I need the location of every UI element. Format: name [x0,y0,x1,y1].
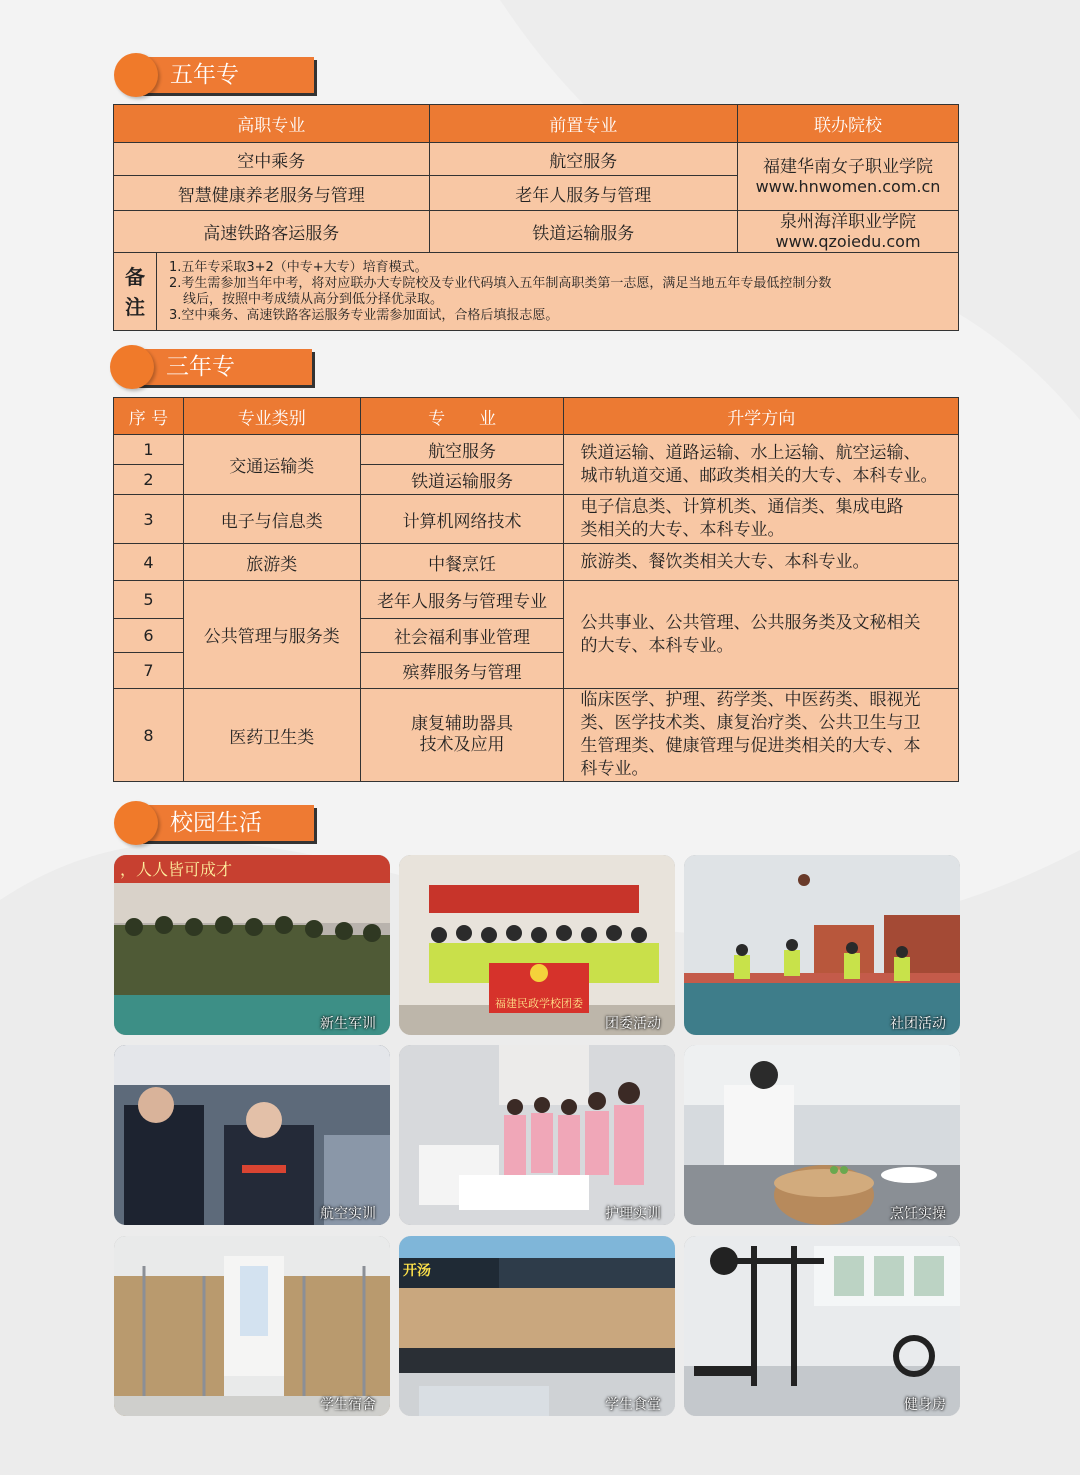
row-number: 8 [114,689,184,782]
pre-major-cell: 航空服务 [429,143,738,176]
direction-line: 生管理类、健康管理与促进类相关的大专、本 [580,736,921,756]
row-number: 7 [114,653,184,689]
major-cell [360,689,564,782]
bullet-circle-icon [114,53,158,97]
photo-banner-text: 开汤 [403,1263,431,1279]
major-cell: 中餐烹饪 [360,544,564,581]
header-direction: 升学方向 [564,398,959,435]
photo-caption: 健身房 [904,1397,946,1413]
direction-line: 类相关的大专、本科专业。 [580,520,785,540]
photo-aviation-training [114,1045,390,1225]
photo-caption: 学生宿舍 [320,1397,376,1413]
section-header-five-year [114,54,294,98]
major-cell: 计算机网络技术 [360,495,564,544]
direction-cell [564,544,959,581]
major-cell: 社会福利事业管理 [360,619,564,653]
vocational-major-cell: 高速铁路客运服务 [114,211,430,253]
school-name: 福建华南女子职业学院 [763,156,934,177]
school-cell [738,143,959,211]
pre-major-cell: 老年人服务与管理 [429,176,738,211]
photo-caption: 团委活动 [605,1016,661,1032]
row-number: 3 [114,495,184,544]
school-cell [738,211,959,253]
section-title: 三年专 [136,349,312,385]
photo-caption: 学生食堂 [605,1397,661,1413]
major-cell: 航空服务 [360,435,564,465]
major-cell: 殡葬服务与管理 [360,653,564,689]
row-number: 1 [114,435,184,465]
note-label-char: 注 [124,294,145,319]
direction-cell [564,495,959,544]
photo-caption: 社团活动 [890,1016,946,1032]
section-title: 五年专 [140,57,314,93]
photo-canteen [399,1236,675,1416]
school-name: 泉州海洋职业学院 [780,211,917,232]
photo-gym [684,1236,960,1416]
category-cell: 公共管理与服务类 [183,581,360,689]
pre-major-cell: 铁道运输服务 [429,211,738,253]
photo-club-activity [684,855,960,1035]
photo-caption: 航空实训 [320,1206,376,1222]
header-vocational-major: 高职专业 [114,105,430,143]
photo-caption: 烹饪实操 [890,1206,946,1222]
direction-line: 城市轨道交通、邮政类相关的大专、本科专业。 [580,465,938,486]
direction-line: 铁道运输、道路运输、水上运输、航空运输、 [580,442,921,463]
note-label-char: 备 [124,264,145,289]
note-line: 2.考生需参加当年中考，将对应联办大专院校及专业代码填入五年制高职类第一志愿，满足当地五年专最低控制分数 [168,275,832,291]
five-year-table [113,104,959,331]
major-cell: 老年人服务与管理专业 [360,581,564,619]
note-label [114,253,157,331]
bullet-circle-icon [114,801,158,845]
header-number: 序 号 [114,398,184,435]
row-number: 2 [114,465,184,495]
direction-cell [564,581,959,689]
note-line: 线后，按照中考成绩从高分到低分择优录取。 [182,291,443,307]
direction-line: 临床医学、护理、药学类、中医药类、眼视光 [580,690,921,710]
note-line: 1.五年专采取3+2（中专+大专）培育模式。 [168,259,428,275]
photo-nursing-training [399,1045,675,1225]
row-number: 6 [114,619,184,653]
school-url: www.qzoiedu.com [775,231,921,251]
three-year-table [113,397,959,782]
note-text [156,253,958,331]
header-pre-major: 前置专业 [429,105,738,143]
category-cell: 交通运输类 [183,435,360,495]
photo-military-training [114,855,390,1035]
header-category: 专业类别 [183,398,360,435]
direction-cell [564,435,959,495]
vocational-major-cell: 智慧健康养老服务与管理 [114,176,430,211]
bullet-circle-icon [110,345,154,389]
direction-line: 的大专、本科专业。 [580,635,734,656]
photo-banner-text: ，人人皆可成才 [120,860,233,879]
direction-line: 科专业。 [580,759,649,779]
header-partner-school: 联办院校 [738,105,959,143]
direction-line: 公共事业、公共管理、公共服务类及文秘相关 [580,612,921,633]
row-number: 4 [114,544,184,581]
header-major: 专 业 [360,398,564,435]
category-cell: 电子与信息类 [183,495,360,544]
photo-youth-league [399,855,675,1035]
category-cell: 旅游类 [183,544,360,581]
direction-line: 旅游类、餐饮类相关大专、本科专业。 [580,551,870,572]
major-cell: 铁道运输服务 [360,465,564,495]
photo-banner-text: 福建民政学校团委 [495,997,583,1010]
section-title: 校园生活 [140,805,314,841]
section-header-campus [114,802,294,846]
note-line: 3.空中乘务、高速铁路客运服务专业需参加面试，合格后填报志愿。 [168,307,559,323]
major-line: 康复辅助器具 [411,714,514,734]
vocational-major-cell: 空中乘务 [114,143,430,176]
direction-cell [564,689,959,782]
photo-cooking-practice [684,1045,960,1225]
direction-line: 类、医学技术类、康复治疗类、公共卫生与卫 [580,713,921,733]
school-url: www.hnwomen.com.cn [755,176,941,196]
row-number: 5 [114,581,184,619]
category-cell: 医药卫生类 [183,689,360,782]
major-line: 技术及应用 [419,735,505,755]
section-header-three-year [110,346,290,390]
photo-caption: 护理实训 [605,1206,661,1222]
photo-caption: 新生军训 [320,1016,376,1032]
direction-line: 电子信息类、计算机类、通信类、集成电路 [580,497,904,517]
photo-dormitory [114,1236,390,1416]
